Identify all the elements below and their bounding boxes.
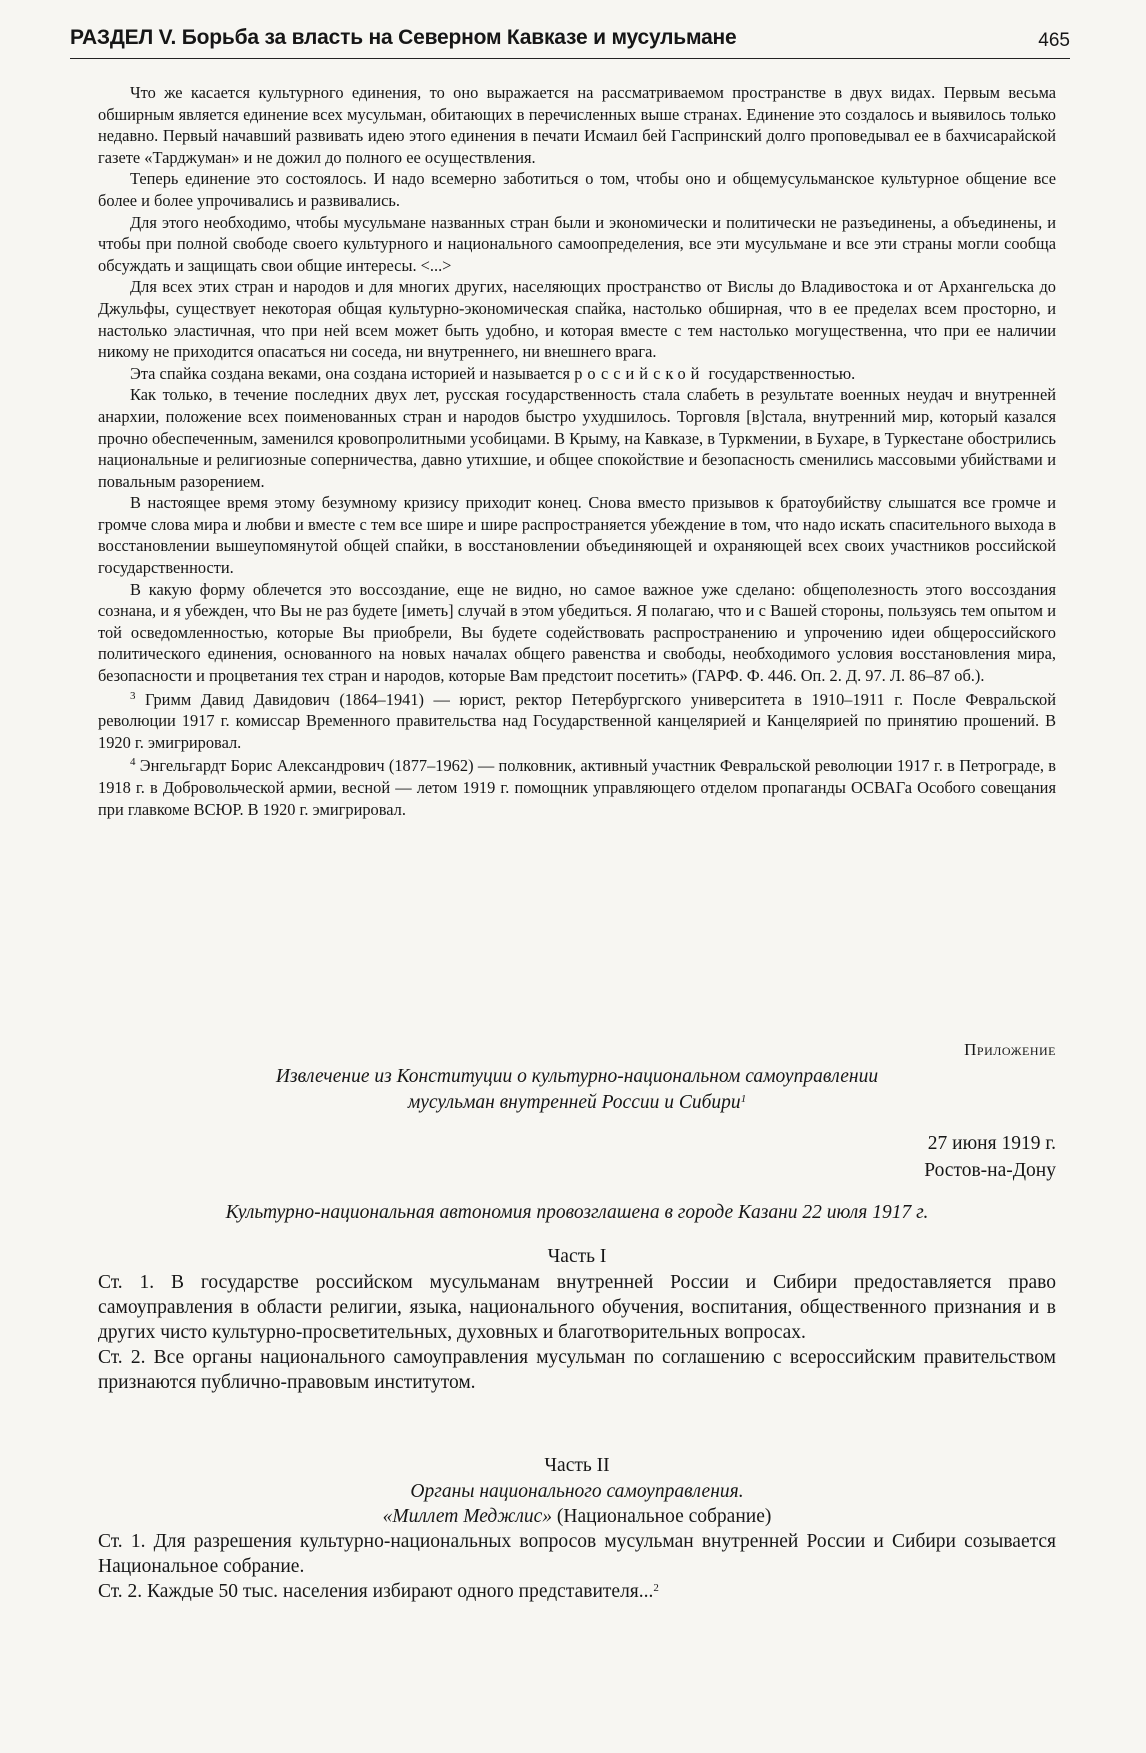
section-title: РАЗДЕЛ V. Борьба за власть на Северном Кавказе и мусульмане [70, 26, 737, 49]
article-text: Ст. 2. Каждые 50 тыс. населения избирают одного представителя... [98, 1581, 654, 1602]
page-number: 465 [1038, 30, 1070, 51]
document-date: 27 июня 1919 г. [927, 1133, 1056, 1154]
paragraph-spaika [98, 363, 1056, 385]
text-after: государственностью. [704, 363, 856, 383]
text-before: Эта спайка создана веками, она создана историей и называется [130, 363, 575, 383]
footnote-3 [98, 689, 1056, 754]
spaced-word: российской [574, 363, 705, 383]
paragraph: Для этого необходимо, чтобы мусульмане названных стран были и экономически и политически не разъединены, а объединены, и чтобы при полной свободе своего культурного и национального самоопределения, все эти мусульмане и все эти страны могли сообща обсуждать и защищать свои общие интересы. <...> [98, 212, 1056, 275]
footnote-text: Гримм Давид Давидович (1864–1941) — юрист, ректор Петербургского университета в 1910–1911 г. После Февральской революции 1917 г. комиссар Временного правительства над Государственной канцелярией и Канцелярией по принятию прошений. В 1920 г. эмигрировал. [98, 689, 1056, 752]
paragraph: Теперь единение это состоялось. И надо всемерно заботиться о том, чтобы оно и общемусульманское культурное общение все более и более упрочивались и развивались. [98, 169, 1056, 210]
article: Ст. 2. Все органы национального самоуправления мусульман по соглашению с всероссийским правительством признаются публично-правовым институтом. [98, 1347, 1056, 1393]
paragraph: В какую форму облечется это воссоздание, еще не видно, но самое важное уже сделано: общеполезность этого воссоздания сознана, и я убежден, что Вы не раз будете [иметь] случай в этом убедиться. Я полагаю, что и с Вашей стороны, пользуясь тем опытом и той осведомленностью, которые Вы приобрели, Вы будете содействовать распространению и упрочению идеи общероссийского политического единения, основанного на новых началах общего равенства и свободы, необходимого условия восстановления мира, безопасности и процветания тех стран и народов, которые Вам предстоит посетить» (ГАРФ. Ф. 446. Оп. 2. Д. 97. Л. 86–87 об.). [98, 579, 1056, 686]
footnote-text: Энгельгардт Борис Александрович (1877–1962) — полковник, активный участник Февральской революции 1917 г. в Петрограде, в 1918 г. в Добровольческой армии, весной — летом 1919 г. помощник управляющего отделом пропаганды ОСВАГа Особого совещания при главкоме ВСЮР. В 1920 г. эмигрировал. [98, 756, 1056, 819]
title-footnote-mark: 1 [740, 1093, 747, 1105]
mejlis-gloss: (Национальное собрание) [552, 1506, 772, 1527]
paragraph: Как только, в течение последних двух лет, русская государственность стала слабеть в результате военных неудач и внутренней анархии, положение всех поименованных стран и народов быстро ухудшилось. Торговля [в]стала, внутренний мир, который казался прочно обеспеченным, заменился кровопролитными усобицами. В Крыму, на Кавказе, в Туркмении, в Бухаре, в Туркестане обострились национальные и религиозные соперничества, давно утихшие, и общее спокойствие и безопасность сменились массовыми убийствами и повальным разорением. [98, 385, 1056, 491]
article: Ст. 1. В государстве российском мусульманам внутренней России и Сибири предоставляется право самоуправления в области религии, языка, национального обучения, воспитания, общественного признания и в других чисто культурно-просветительных, духовных и благотворительных вопросах. [98, 1272, 1056, 1343]
appendix [98, 1040, 1056, 1604]
paragraph: Для всех этих стран и народов и для многих других, населяющих пространство от Вислы до Владивостока и от Архангельска до Джульфы, существует некоторая общая культурно-экономическая спайка, настолько обширная, что в ее пределах всем просторно, и настолько эластичная, что при ней всем может быть удобно, и которая вместе с тем настолько могущественна, что при ее наличии никому не приходится опасаться ни соседа, ни внутреннего, ни внешнего врага. [98, 277, 1056, 362]
part-2-heading: Часть II [544, 1455, 610, 1476]
document-place: Ростов-на-Дону [924, 1160, 1056, 1181]
appendix-label: Приложение [964, 1040, 1056, 1059]
footnote-number: 4 [130, 756, 136, 769]
footnote-mark: 2 [653, 1582, 659, 1594]
part-1-heading: Часть I [547, 1246, 607, 1267]
last-article [98, 1579, 1056, 1604]
appendix-title-line1: Извлечение из Конституции о культурно-национальном самоуправлении [275, 1066, 879, 1087]
autonomy-note: Культурно-национальная автономия провозглашена в городе Казани 22 июля 1917 г. [225, 1202, 929, 1223]
main-text [98, 82, 1056, 820]
part-2-subtitle: Органы национального самоуправления. [410, 1481, 744, 1502]
article: Ст. 1. Для разрешения культурно-национальных вопросов мусульман внутренней России и Сибири созывается Национальное собрание. [98, 1531, 1056, 1577]
running-header [70, 22, 1070, 59]
footnote-number: 3 [130, 689, 136, 702]
title-text: мусульман внутренней России и Сибири [407, 1092, 741, 1113]
mejlis-line [98, 1504, 1056, 1529]
footnote-4 [98, 755, 1056, 820]
appendix-title-line2 [98, 1090, 1056, 1116]
mejlis-name: «Миллет Меджлис» [382, 1506, 553, 1527]
date-place [98, 1130, 1056, 1184]
paragraph: Что же касается культурного единения, то оно выражается на рассматриваемом пространстве в двух видах. Первым весьма обширным является единение всех мусульман, обитающих в перечисленных выше странах. Единение это создалось и выявилось только недавно. Первый начавший развивать идею этого единения в печати Исмаил бей Гаспринский долго проповедывал ее в бахчисарайской газете «Тарджуман» и не дожил до полного ее осуществления. [98, 83, 1056, 167]
paragraph: В настоящее время этому безумному кризису приходит конец. Снова вместо призывов к братоубийству слышатся все громче и громче слова мира и любви и вместе с тем все шире и шире распространяется убеждение в том, что надо искать спасительного выхода в восстановлении вышеупомянутой общей спайки, в восстановлении объединяющей и охраняющей всех своих участников российской государственности. [98, 493, 1056, 578]
